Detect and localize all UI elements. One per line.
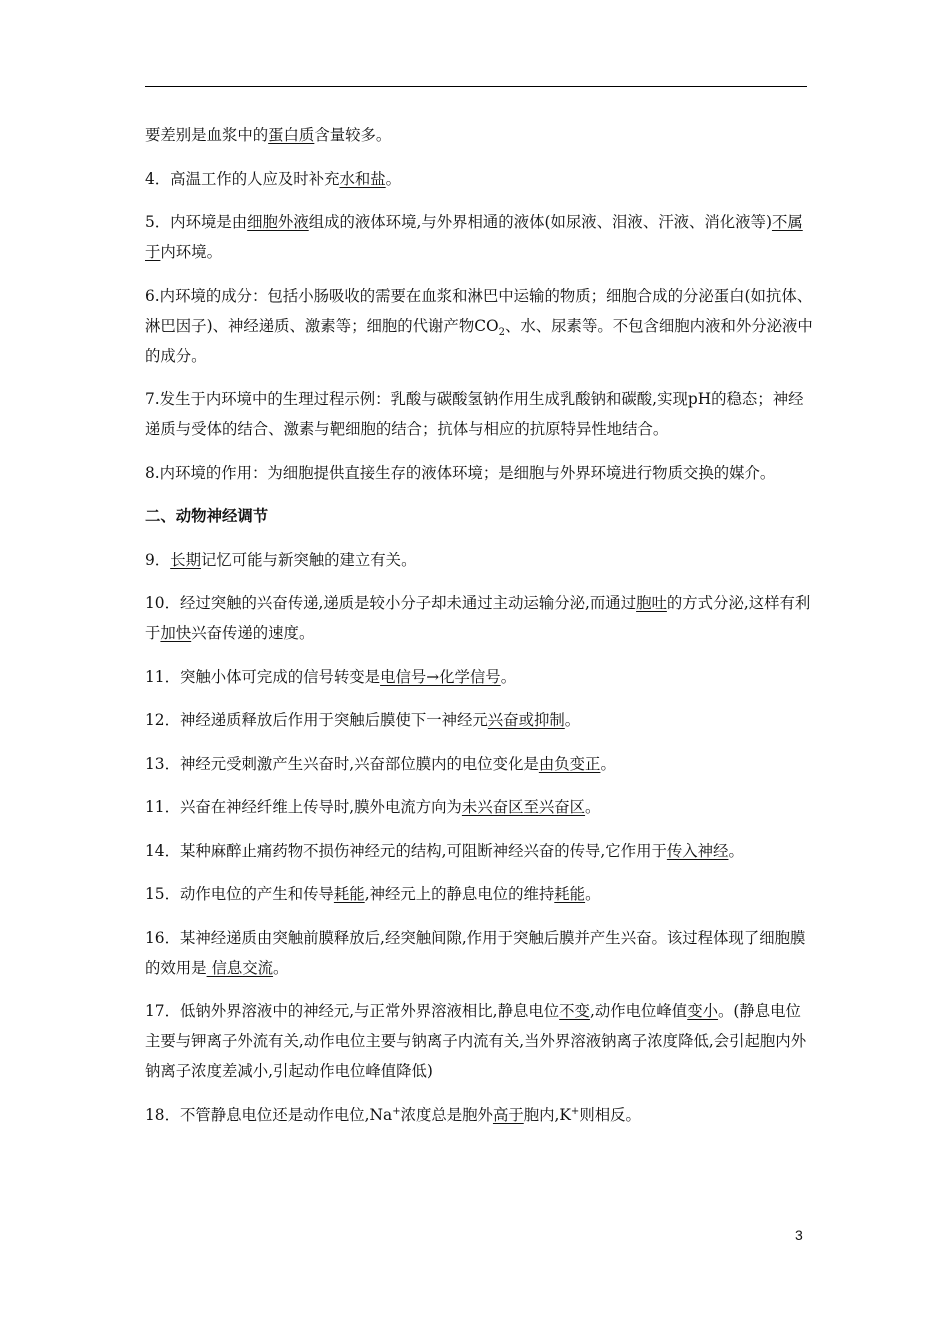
text-run: 。: [385, 169, 402, 188]
answer-blank: 耗能: [333, 885, 365, 903]
paragraph-item-9: [145, 545, 813, 575]
answer-blank: 加快: [160, 624, 192, 642]
text-run: 。: [600, 754, 616, 773]
text-run: 7.发生于内环境中的生理过程示例：乳酸与碳酸氢钠作用生成乳酸钠和碳酸,实现pH的稳态；神经递质与受体的结合、激素与靶细胞的结合；抗体与相应的抗原特异性地结合。: [145, 390, 804, 438]
text-run: 则相反。: [579, 1105, 641, 1124]
text-run: 、水、尿素等。不包含细胞内液和外分泌液中的成分。: [145, 316, 813, 365]
text-run: 17．低钠外界溶液中的神经元,与正常外界溶液相比,静息电位: [145, 1002, 560, 1020]
paragraph-item-6: [145, 281, 813, 371]
text-run: 内环境。: [160, 243, 222, 261]
text-run: 。: [585, 885, 601, 903]
subscript: 2: [498, 326, 505, 338]
answer-blank: 高于: [492, 1105, 524, 1124]
paragraph-item-18: [145, 1100, 813, 1130]
text-run: 18．不管静息电位还是动作电位,Na: [145, 1105, 393, 1124]
answer-blank: 耗能: [554, 885, 586, 903]
answer-blank: 水和盐: [339, 169, 386, 188]
answer-blank: 电信号→化学信号: [380, 667, 501, 686]
text-run: 含量较多。: [314, 126, 392, 144]
text-run: 记忆可能与新突触的建立有关。: [200, 550, 417, 569]
answer-blank: 蛋白质: [268, 126, 315, 144]
paragraph-item-5: [145, 207, 813, 267]
answer-blank: 胞吐: [636, 594, 667, 612]
text-run: 9．: [145, 550, 171, 569]
text-run: 11．突触小体可完成的信号转变是: [145, 667, 381, 686]
text-run: 6.内环境的成分：包括小肠吸收的需要在血浆和淋巴中运输的物质；细胞合成的分泌蛋白(如抗体、淋巴因子)、神经递质、激素等；细胞的代谢产物CO: [145, 286, 813, 335]
paragraph-item-11b: [145, 792, 813, 822]
text-run: ,神经元上的静息电位的维持: [364, 885, 555, 903]
text-run: 。: [728, 841, 744, 860]
paragraph-item-8: [145, 458, 813, 488]
answer-blank: 细胞外液: [247, 213, 309, 231]
text-run: 。: [564, 711, 581, 729]
answer-blank: 不属于: [145, 213, 803, 261]
answer-blank: 兴奋或抑制: [487, 711, 565, 729]
text-run: 胞内,K: [523, 1105, 571, 1124]
text-run: 。: [273, 958, 289, 977]
answer-blank: 变小: [687, 1002, 718, 1020]
text-run: 13．神经元受刺激产生兴奋时,兴奋部位膜内的电位变化是: [145, 754, 539, 773]
text-run: 15．动作电位的产生和传导: [145, 885, 334, 903]
section-heading: [145, 501, 813, 531]
superscript: +: [392, 1105, 401, 1117]
text-run: 二、动物神经调节: [145, 507, 269, 525]
text-run: 4．高温工作的人应及时补充: [145, 169, 340, 188]
text-run: 组成的液体环境,与外界相通的液体(如尿液、泪液、汗液、消化液等): [308, 213, 772, 231]
text-run: 。(静息电位主要与钾离子外流有关,动作电位主要与钠离子内流有关,当外界溶液钠离子浓度降低,会引起胞内外钠离子浓度差减小,引起动作电位峰值降低): [145, 1002, 807, 1080]
paragraph-item-4: [145, 164, 813, 194]
paragraph-item-13: [145, 749, 813, 779]
answer-blank: 长期: [170, 550, 201, 569]
paragraph-item-16: [145, 923, 813, 983]
paragraph-item-14: [145, 836, 813, 866]
superscript: +: [570, 1105, 580, 1117]
paragraph-item-15: [145, 879, 813, 909]
text-run: 浓度总是胞外: [400, 1105, 493, 1124]
answer-blank: 传入神经: [666, 841, 729, 860]
answer-blank: 信息交流: [206, 958, 274, 977]
text-run: 10．经过突触的兴奋传递,递质是较小分子却未通过主动运输分泌,而通过: [145, 594, 637, 612]
text-run: 11．兴奋在神经纤维上传导时,膜外电流方向为: [145, 798, 462, 816]
text-run: 14．某种麻醉止痛药物不损伤神经元的结构,可阻断神经兴奋的传导,它作用于: [145, 841, 667, 860]
paragraph-item-10: [145, 588, 813, 648]
text-run: 。: [585, 798, 601, 816]
text-run: 。: [500, 667, 517, 686]
answer-blank: 由负变正: [538, 754, 601, 773]
page-number: 3: [795, 1227, 803, 1243]
paragraph-p3-end: [145, 120, 813, 150]
header-rule: [145, 86, 807, 87]
answer-blank: 未兴奋区至兴奋区: [461, 798, 586, 816]
document-body: [145, 120, 813, 1143]
text-run: 5．内环境是由: [145, 213, 248, 231]
text-run: 12．神经递质释放后作用于突触后膜使下一神经元: [145, 711, 488, 729]
text-run: 16．某神经递质由突触前膜释放后,经突触间隙,作用于突触后膜并产生兴奋。该过程体现了细胞膜的效用是: [145, 928, 806, 977]
answer-blank: 不变: [559, 1002, 590, 1020]
text-run: ,动作电位峰值: [589, 1002, 688, 1020]
text-run: 8.内环境的作用：为细胞提供直接生存的液体环境；是细胞与外界环境进行物质交换的媒介。: [145, 463, 776, 482]
paragraph-item-17: [145, 996, 813, 1086]
text-run: 要差别是血浆中的: [145, 126, 269, 144]
paragraph-item-12: [145, 705, 813, 735]
paragraph-item-11a: [145, 662, 813, 692]
text-run: 兴奋传递的速度。: [191, 624, 315, 642]
text-run: 的方式分泌,这样有利于: [145, 594, 811, 642]
paragraph-item-7: [145, 384, 813, 444]
